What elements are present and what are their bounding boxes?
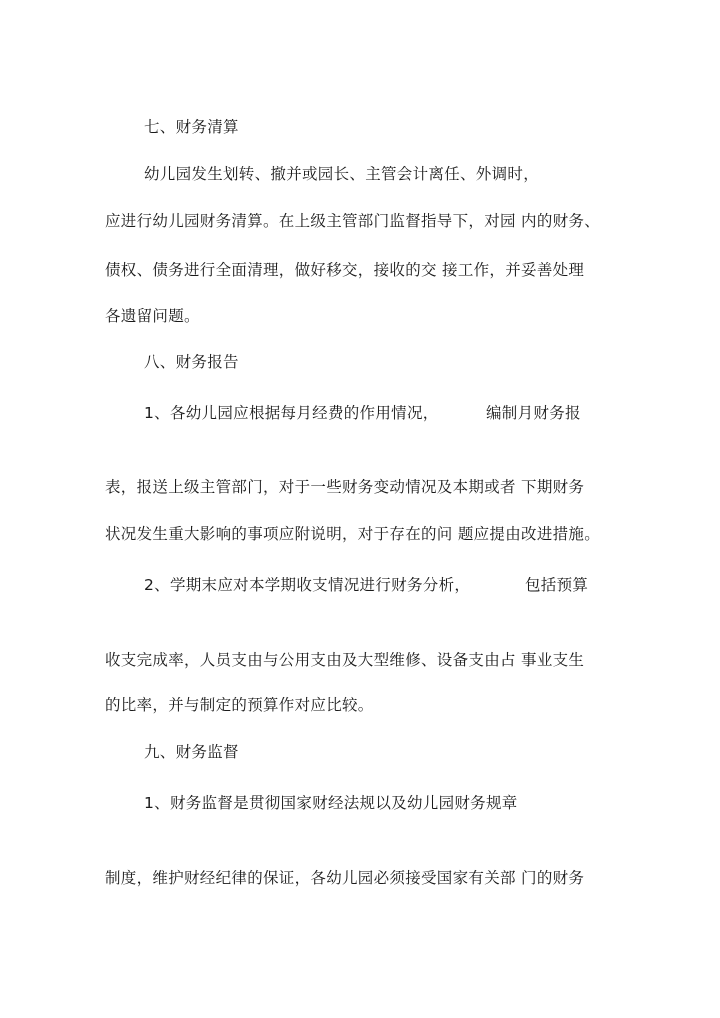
- paragraph-line: 债权、债务进行全面清理，做好移交，接收的交 接工作，并妥善处理: [105, 261, 585, 279]
- paragraph-line-fragment: 包括预算: [525, 576, 589, 594]
- paragraph-line-fragment: 编制月财务报: [486, 404, 581, 422]
- paragraph-line: 应进行幼儿园财务清算。在上级主管部门监督指导下，对园 内的财务、: [105, 212, 601, 230]
- paragraph-line: 2、学期末应对本学期收支情况进行财务分析，: [144, 576, 471, 594]
- paragraph-line: 表，报送上级主管部门，对于一些财务变动情况及本期或者 下期财务: [105, 478, 585, 496]
- paragraph-line: 1、各幼儿园应根据每月经费的作用情况，: [144, 404, 439, 422]
- paragraph-line: 各遗留问题。: [105, 307, 200, 325]
- section-heading-8: 八、财务报告: [144, 353, 239, 371]
- paragraph-line: 状况发生重大影响的事项应附说明，对于存在的问 题应提由改进措施。: [105, 525, 601, 543]
- paragraph-line: 收支完成率，人员支由与公用支由及大型维修、设备支由占 事业支生: [105, 651, 585, 669]
- paragraph-line: 幼儿园发生划转、撤并或园长、主管会计离任、外调时，: [144, 165, 540, 183]
- paragraph-line: 的比率，并与制定的预算作对应比较。: [105, 696, 374, 714]
- section-heading-7: 七、财务清算: [144, 118, 239, 136]
- paragraph-line: 1、财务监督是贯彻国家财经法规以及幼儿园财务规章: [144, 794, 518, 812]
- paragraph-line: 制度，维护财经纪律的保证，各幼儿园必须接受国家有关部 门的财务: [105, 869, 585, 887]
- section-heading-9: 九、财务监督: [144, 743, 239, 761]
